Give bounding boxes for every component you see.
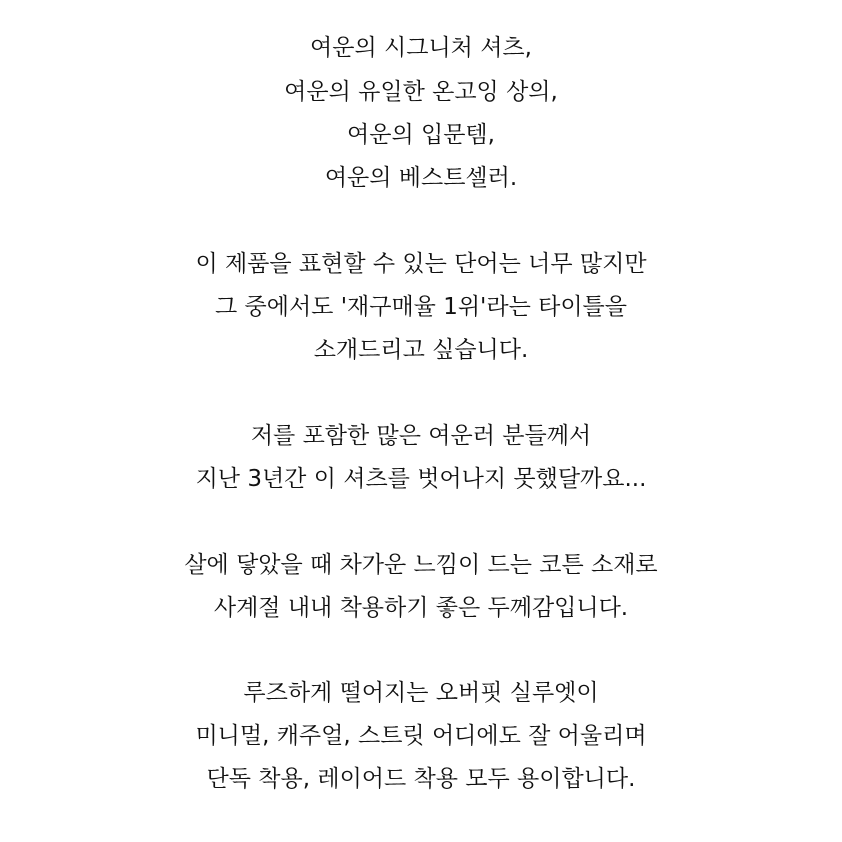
paragraph-5-line-1: 루즈하게 떨어지는 오버핏 실루엣이 — [243, 680, 599, 706]
paragraph-2-line-2: 그 중에서도 '재구매율 1위'라는 타이틀을 — [214, 294, 627, 320]
paragraph-4-line-2: 사계절 내내 착용하기 좋은 두께감입니다. — [213, 595, 629, 621]
paragraph-5-line-2: 미니멀, 캐주얼, 스트릿 어디에도 잘 어울리며 — [195, 723, 647, 749]
paragraph-1-line-1: 여운의 시그니처 셔츠, — [310, 35, 532, 61]
paragraph-5-line-3: 단독 착용, 레이어드 착용 모두 용이합니다. — [206, 766, 636, 792]
paragraph-3-line-1: 저를 포함한 많은 여운러 분들께서 — [250, 423, 592, 449]
paragraph-2-line-3: 소개드리고 싶습니다. — [313, 337, 529, 363]
paragraph-1-line-3: 여운의 입문템, — [347, 122, 495, 148]
paragraph-2-line-1: 이 제품을 표현할 수 있는 단어는 너무 많지만 — [195, 251, 647, 277]
paragraph-3-line-2: 지난 3년간 이 셔츠를 벗어나지 못했달까요... — [195, 466, 647, 492]
paragraph-1-line-4: 여운의 베스트셀러. — [324, 165, 518, 191]
paragraph-4-line-1: 살에 닿았을 때 차가운 느낌이 드는 코튼 소재로 — [184, 552, 658, 578]
paragraph-1-line-2: 여운의 유일한 온고잉 상의, — [284, 79, 558, 105]
